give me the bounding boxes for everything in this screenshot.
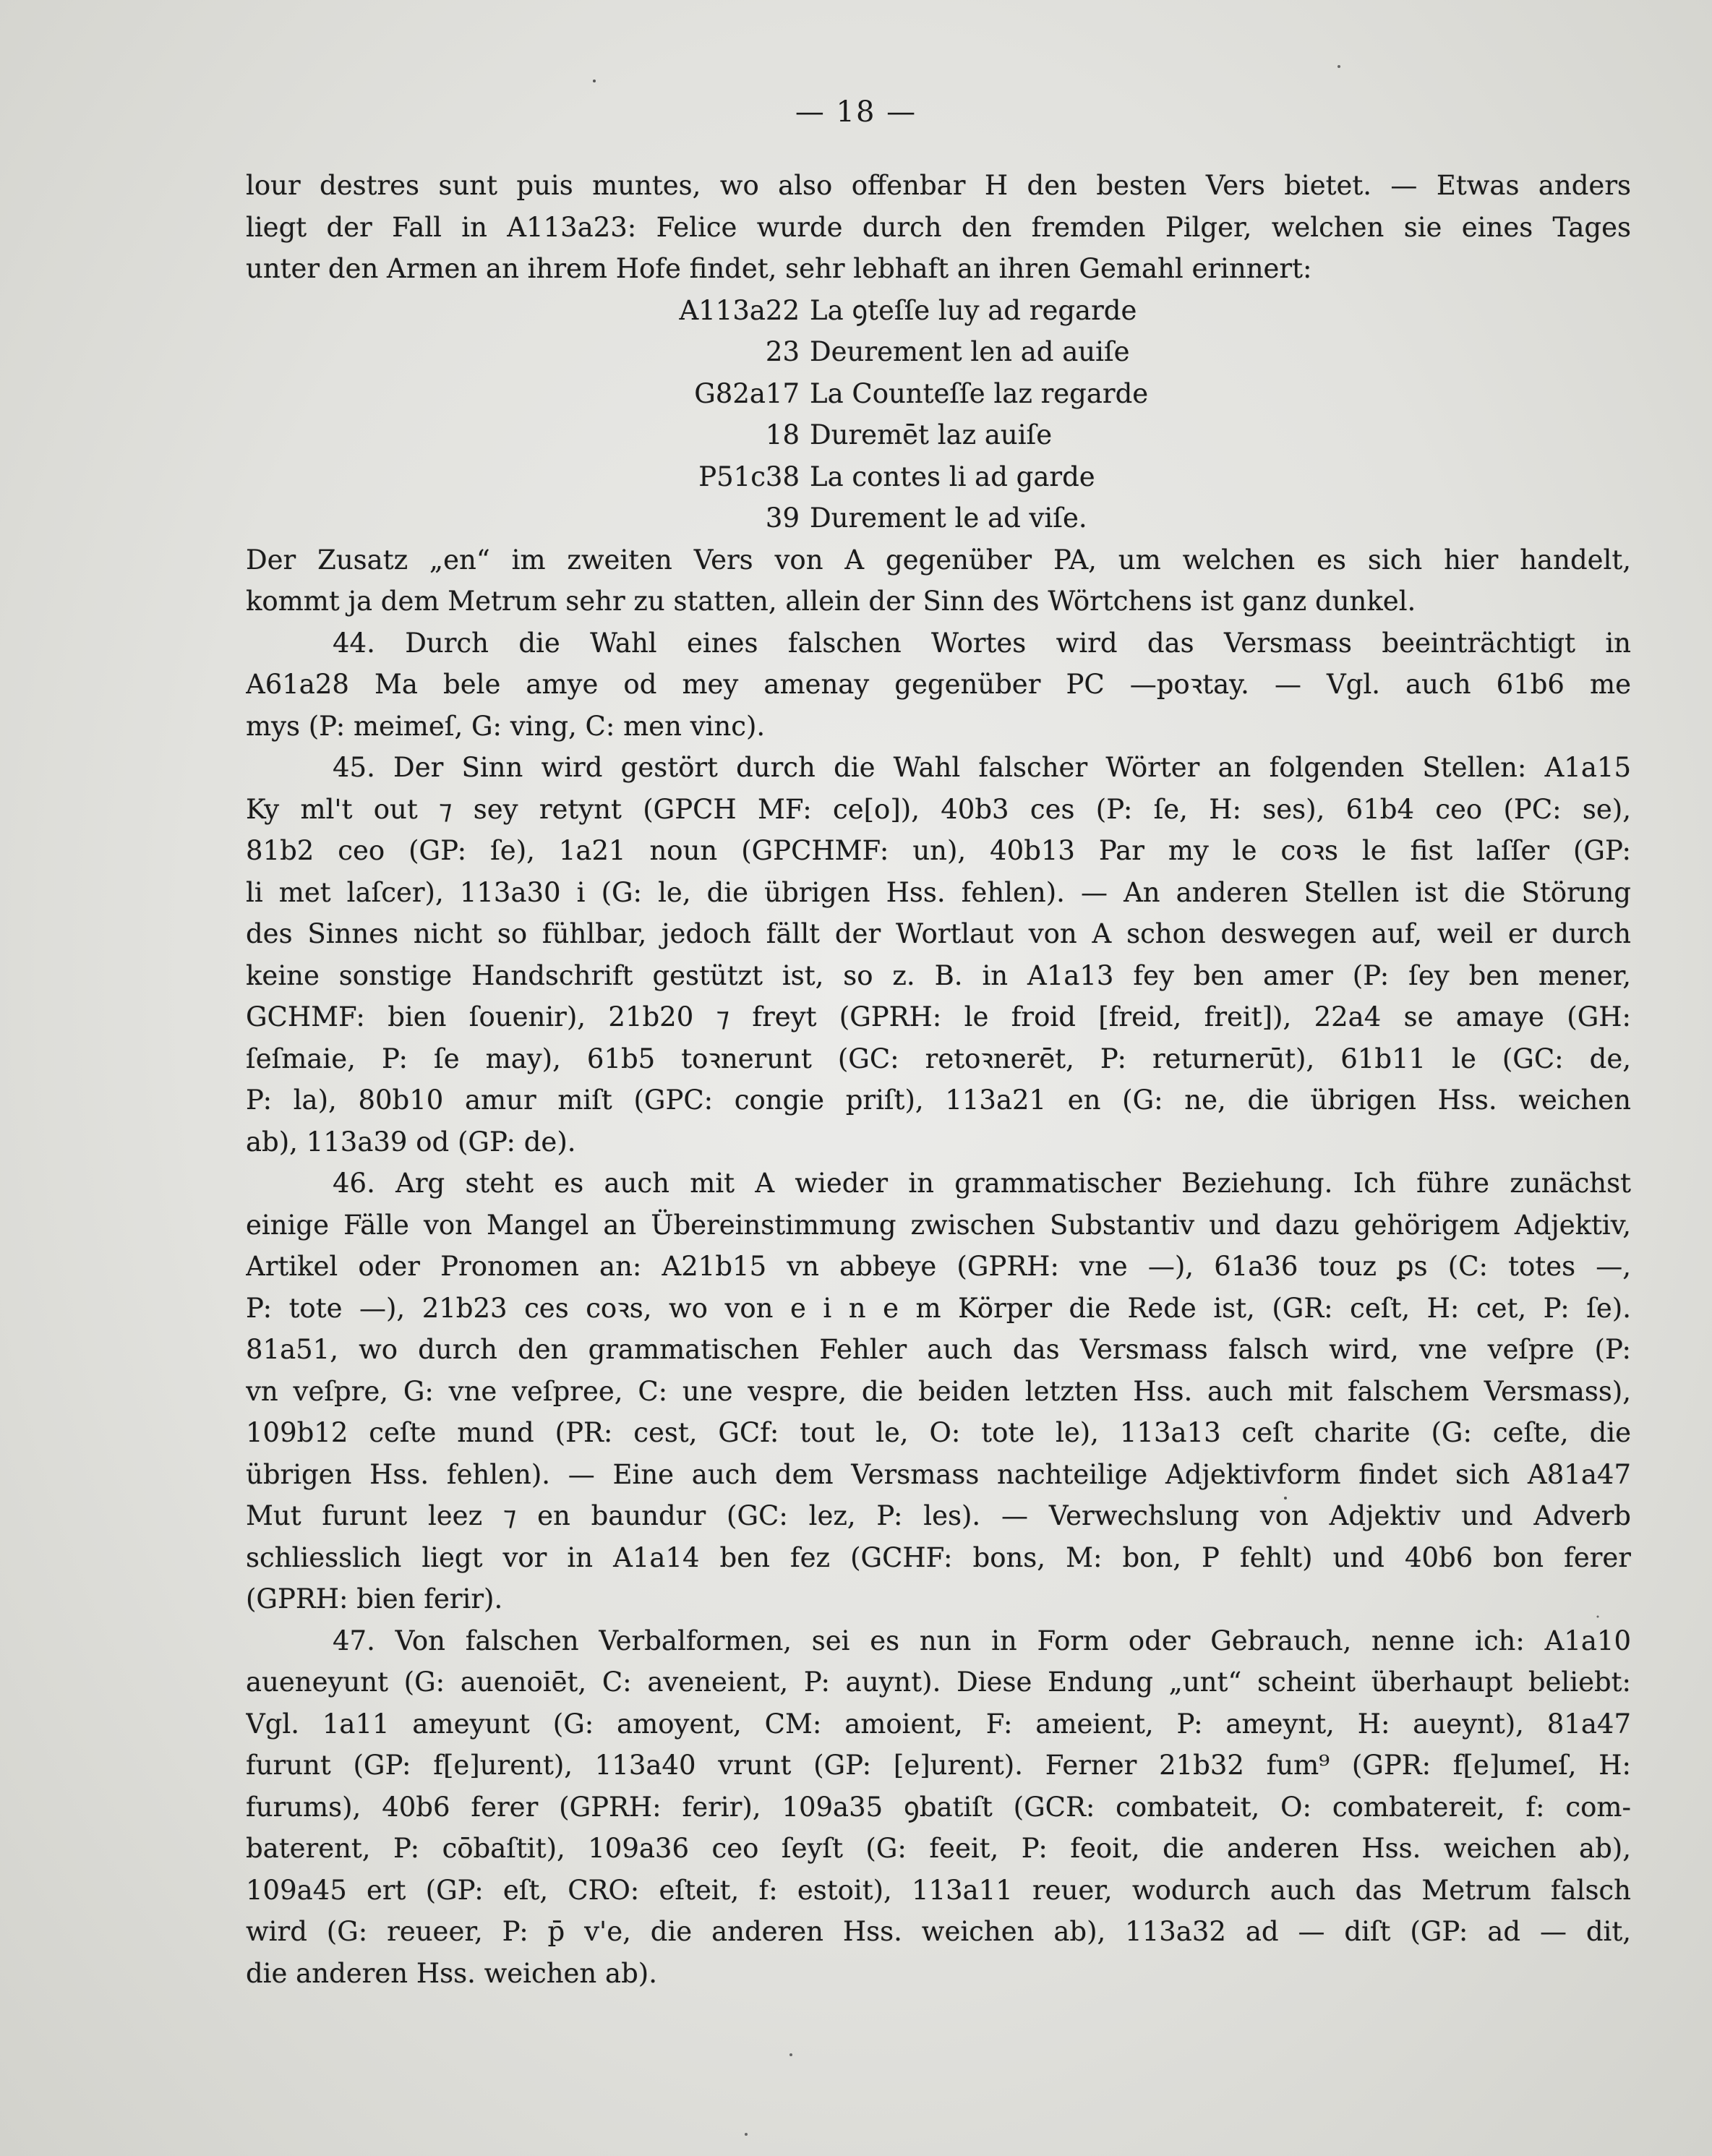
text-line: lour destres sunt puis muntes, wo also offenbar H den besten Vers bietet. — Etwas anders [246,170,1631,201]
verse-text: La contes li ad garde [810,461,1095,492]
verse-ref: G82a17 [694,377,800,409]
verse-line [246,456,1631,498]
text-line: (GPRH: bien ferir). [246,1583,503,1614]
verse-line [246,373,1631,415]
text-line: unter den Armen an ihrem Hofe findet, sehr lebhaft an ihren Gemahl erinnert: [246,253,1312,284]
text-line: 109b12 ceſte mund (PR: cest, GCf: tout le, O: tote le), 113a13 ceſt charite (G: ceſte, die [246,1417,1631,1448]
verse-text: Deurement len ad auiſe [810,336,1130,367]
text-line: P: tote —), 21b23 ces coꝛs, wo von e i n e m Körper die Rede ist, (GR: ceſt, H: cet, P: ſe). [246,1292,1631,1324]
text-line: Artikel oder Pronomen an: A21b15 vn abbeye (GPRH: vne —), 61a36 touz ꝑs (C: totes —, [246,1251,1631,1282]
text-line: wird (G: reueer, P: p̄ v'e, die anderen Hss. weichen ab), 113a32 ad — diſt (GP: ad — dit, [246,1916,1631,1947]
verse-line [246,331,1631,373]
verse-block [246,290,1631,539]
intro-paragraph [246,165,1631,290]
verse-text: Duremēt laz auiſe [810,419,1053,450]
text-line: Mut furunt leez ⁊ en baundur (GC: lez, P: les). — Verwechslung von Adjektiv und Adverb [246,1500,1631,1531]
text-line: die anderen Hss. weichen ab). [246,1957,657,1989]
text-line: 47. Von falschen Verbalformen, sei es nun in Form oder Gebrauch, nenne ich: A1a10 [333,1625,1631,1656]
text-line: 81b2 ceo (GP: ſe), 1a21 noun (GPCHMF: un), 40b13 Par my le coꝛs le fist laſſer (GP: [246,835,1631,866]
text-line: keine sonstige Handschrift gestützt ist, so z. B. in A1a13 fey ben amer (P: ſey ben mener, [246,959,1631,991]
verse-text: La ꝯteſſe luy ad regarde [810,294,1137,326]
text-line: 109a45 ert (GP: eſt, CRO: eſteit, f: estoit), 113a11 reuer, wodurch auch das Metrum falsch [246,1874,1631,1906]
text-line: furunt (GP: f[e]urent), 113a40 vrunt (GP: [e]urent). Ferner 21b32 fum⁹ (GPR: f[e]umeſ, H: [246,1750,1631,1781]
text-line: kommt ja dem Metrum sehr zu statten, allein der Sinn des Wörtchens ist ganz dunkel. [246,586,1416,617]
verse-ref: 23 [765,336,800,367]
text-line: 45. Der Sinn wird gestört durch die Wahl falscher Wörter an folgenden Stellen: A1a15 [333,752,1631,783]
verse-ref: 39 [765,502,800,534]
verse-line [246,414,1631,456]
verse-line [246,290,1631,332]
text-line: baterent, P: cōbaſtit), 109a36 ceo ſeyſt (G: feeit, P: feoit, die anderen Hss. weichen ab), [246,1833,1631,1864]
text-line: Der Zusatz „en“ im zweiten Vers von A gegenüber PA, um welchen es sich hier handelt, [246,544,1631,576]
text-line: einige Fälle von Mangel an Übereinstimmung zwischen Substantiv und dazu gehörigem Adjektiv, [246,1209,1631,1241]
verse-line [246,497,1631,539]
verse-ref: 18 [765,419,800,450]
text-line: 44. Durch die Wahl eines falschen Wortes wird das Versmass beeinträchtigt in [333,627,1631,659]
page-number: — 18 — [795,95,917,129]
text-line: mys (P: meimeſ, G: ving, C: men vinc). [246,710,766,742]
text-line: ab), 113a39 od (GP: de). [246,1126,576,1158]
verse-text: Durement le ad viſe. [810,502,1087,534]
text-line: A61a28 Ma bele amye od mey amenay gegenüber PC —poꝛtay. — Vgl. auch 61b6 me [246,669,1631,700]
text-line: P: la), 80b10 amur miſt (GPC: congie priſt), 113a21 en (G: ne, die übrigen Hss. weichen [246,1085,1631,1116]
verse-text: La Counteſſe laz regarde [810,377,1149,409]
text-line: liegt der Fall in A113a23: Felice wurde durch den fremden Pilger, welchen sie eines Tages [246,211,1631,243]
text-line: schliesslich liegt vor in A1a14 ben fez (GCHF: bons, M: bon, P fehlt) und 40b6 bon ferer [246,1541,1631,1573]
text-line: 46. Arg steht es auch mit A wieder in grammatischer Beziehung. Ich führe zunächst [333,1168,1631,1199]
body-paragraphs [246,539,1631,1995]
text-line: übrigen Hss. fehlen). — Eine auch dem Versmass nachteilige Adjektivform findet sich A81a47 [246,1458,1631,1490]
text-line: ſeſmaie, P: ſe may), 61b5 toꝛnerunt (GC: retoꝛnerēt, P: returnerūt), 61b11 le (GC: de, [246,1043,1631,1074]
text-line: des Sinnes nicht so fühlbar, jedoch fällt der Wortlaut von A schon deswegen auf, weil er durch [246,918,1631,949]
text-line: GCHMF: bien ſouenir), 21b20 ⁊ freyt (GPRH: le froid [freid, freit]), 22a4 se amaye (GH: [246,1001,1631,1032]
text-line: furums), 40b6 ferer (GPRH: ferir), 109a35 ꝯbatiſt (GCR: combateit, O: combatereit, f: com- [246,1791,1631,1823]
text-line: aueneyunt (G: auenoiēt, C: aveneient, P: auynt). Diese Endung „unt“ scheint überhaupt beliebt: [246,1667,1631,1698]
verse-ref: P51c38 [698,461,800,492]
body-text [246,165,1631,1994]
verse-ref: A113a22 [679,294,800,326]
text-line: 81a51, wo durch den grammatischen Fehler auch das Versmass falsch wird, vne veſpre (P: [246,1334,1631,1365]
text-line: li met laſcer), 113a30 i (G: le, die übrigen Hss. fehlen). — An anderen Stellen ist die Störung [246,876,1631,908]
text-line: Ky ml't out ⁊ sey retynt (GPCH MF: ce[o]), 40b3 ces (P: ſe, H: ses), 61b4 ceo (PC: se), [246,793,1631,825]
text-line: vn veſpre, G: vne veſpree, C: une vespre, die beiden letzten Hss. auch mit falschem Versmass), [246,1375,1631,1407]
text-line: Vgl. 1a11 ameyunt (G: amoyent, CM: amoient, F: ameient, P: ameynt, H: aueynt), 81a47 [246,1708,1631,1740]
